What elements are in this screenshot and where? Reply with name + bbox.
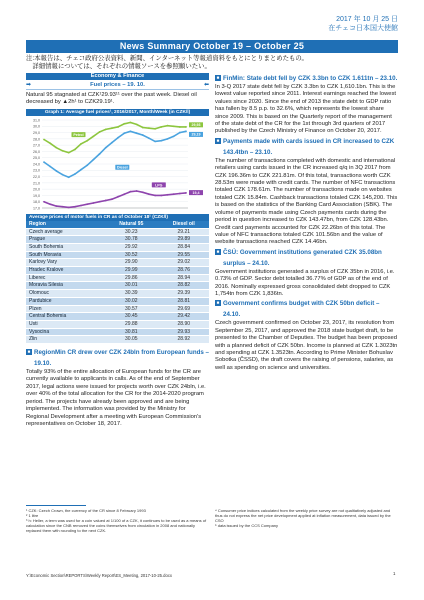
diesel-cell: 29.55 [159, 251, 209, 259]
data-point [105, 128, 107, 130]
data-point [148, 127, 150, 129]
section-marker-icon: ■ [216, 300, 220, 306]
data-point [117, 137, 119, 139]
data-point [99, 131, 101, 133]
table-row [26, 313, 209, 321]
table-row [26, 320, 209, 328]
data-point [43, 201, 45, 203]
data-point [154, 194, 156, 196]
diesel-cell: 29.02 [159, 259, 209, 267]
data-point [92, 159, 94, 161]
data-point [167, 194, 169, 196]
data-point [99, 201, 101, 203]
data-point [179, 126, 181, 128]
diesel-cell: 28.82 [159, 282, 209, 290]
diesel-cell: 28.94 [159, 274, 209, 282]
left-column [26, 73, 209, 428]
region-cell: Hradec Kralove [26, 267, 104, 275]
natural95-cell: 29.88 [104, 320, 158, 328]
embassy-name: 在チェコ日本国大使館 [328, 25, 398, 32]
data-point [92, 202, 94, 204]
natural95-cell: 29.86 [104, 274, 158, 282]
diesel-cell: 28.76 [159, 267, 209, 275]
table-row [26, 297, 209, 305]
natural95-cell: 29.99 [104, 267, 158, 275]
diesel-cell: 29.93 [159, 328, 209, 336]
data-point [105, 199, 107, 201]
data-point [111, 142, 113, 144]
region-cell: South Moravia [26, 251, 104, 259]
y-tick-label: 17,0 [33, 206, 40, 211]
data-point [136, 123, 138, 125]
series-line [44, 191, 186, 207]
y-tick-label: 28,0 [33, 137, 40, 142]
region-cell: Karlovy Vary [26, 259, 104, 267]
diesel-cell: 29.42 [159, 313, 209, 321]
data-point [55, 147, 57, 149]
fuel-price-chart [26, 116, 209, 214]
table-row [26, 336, 209, 344]
data-point [62, 150, 64, 152]
news-title: Payments made with cards issued in CR increased to CZK 143.4tbn – 23.10. [223, 137, 395, 156]
data-point [160, 194, 162, 196]
section-marker-icon: ■ [216, 75, 220, 80]
y-tick-label: 29,0 [33, 130, 40, 135]
fuel-price-table [26, 221, 209, 344]
news-text: Government institutions generated a surplus of CZK 35bn in 2016, i.e. 0.73% of GDP. Sector debt totalled 36.77% of GDP as of the end of 2016. Nominally expressed gross consolidated debt dropped to CZK 1,754tn from CZK 1,836tn. [215, 268, 395, 297]
data-point [136, 190, 138, 192]
series-label: Petrol [73, 132, 84, 137]
diesel-cell: 29.69 [159, 305, 209, 313]
data-point [74, 148, 76, 150]
price-table-title: Average prices of motor fuels in CR as of October 18¹ (CZK/l) [26, 214, 209, 221]
diesel-cell: 28.90 [159, 320, 209, 328]
diesel-cell: 29.89 [159, 236, 209, 244]
news-title: FinMin: State debt fell by CZK 3.3bn to CZK 1.611tn – 23.10. [223, 75, 398, 82]
header-date-block [328, 15, 398, 33]
series-line [44, 122, 186, 152]
end-value-label: 29,93 [191, 122, 201, 127]
data-point [68, 152, 70, 154]
regionmin-title: RegionMin CR drew over CZK 24bln from European funds – 19.10. [34, 349, 209, 368]
data-point [86, 203, 88, 205]
data-point [49, 142, 51, 144]
table-row [26, 267, 209, 275]
region-cell: Liberec [26, 274, 104, 282]
table-row [26, 282, 209, 290]
data-point [55, 170, 57, 172]
arrow-left-icon: ⬅ [203, 82, 209, 88]
table-row [26, 228, 209, 236]
data-point [173, 193, 175, 195]
table-row [26, 305, 209, 313]
end-value-label: 29,19 [191, 132, 201, 137]
footnote-1: ¹ CZK: Czech Crown, the currency of the CR since 8 February 1993 [26, 508, 146, 513]
region-cell: South Bohemia [26, 243, 104, 251]
intro-note [26, 55, 398, 71]
data-point [130, 121, 132, 123]
fuel-prices-text: Natural 95 stagnated at CZK¹29.93¹¹ over the past week. Diesel oil decreased by ▲2h¹ to CZK29.19¹. [26, 92, 197, 106]
fuel-prices-title: Fuel prices – 19. 10. [90, 81, 145, 88]
economy-finance-bar: Economy & Finance [26, 73, 209, 80]
data-point [142, 191, 144, 193]
region-cell: Usti [26, 320, 104, 328]
intro-line-1: 注:本報告は、チェコ政府公表資料、新聞、インターネット等報道資料をもとにとりまとめたもの。 [26, 55, 308, 62]
diesel-cell: 29.21 [159, 228, 209, 236]
y-tick-label: 21,0 [33, 181, 40, 186]
data-point [142, 134, 144, 136]
data-point [185, 192, 187, 194]
news-heading [215, 73, 398, 84]
fuel-chart-title: Graph 1: Average fuel prices¹, 2016/2017, Month/Week (in CZK/l) [26, 109, 209, 116]
data-point [123, 123, 125, 125]
data-point [160, 126, 162, 128]
news-heading [215, 247, 398, 269]
news-text: Czech government confirmed on October 23, 2017, its resolution from September 25, 2017, and approved the 2018 state budget draft, to be presented to the Chamber of Deputies. The budget has been proposed with a planned deficit of CZK 50bn. Income is planned at CZK 1.3023tn and spending at CZK 1.3523tn. According to Prime Minister Bohuslav Sobotka (ČSSD), the draft covers the raising of pensions, salaries, as well as spending on science and universities. [215, 320, 398, 371]
data-point [123, 193, 125, 195]
data-point [136, 132, 138, 134]
data-point [123, 132, 125, 134]
data-point [74, 206, 76, 208]
y-tick-label: 18,0 [33, 199, 40, 204]
table-row [26, 236, 209, 244]
data-point [142, 126, 144, 128]
data-point [43, 161, 45, 163]
end-value-label: 19,4 [192, 190, 200, 195]
data-point [74, 173, 76, 175]
data-point [49, 165, 51, 167]
footnotes-left [26, 508, 209, 533]
region-cell: Czech average [26, 228, 104, 236]
table-row [26, 290, 209, 298]
intro-line-2: 詳細情報については、それぞれの情報ソースを参照願いたい。 [26, 63, 211, 70]
data-point [86, 164, 88, 166]
data-point [92, 135, 94, 137]
region-cell: Vysocina [26, 328, 104, 336]
footnote-divider [26, 505, 86, 506]
fuel-prices-heading [26, 80, 209, 90]
data-point [55, 205, 57, 207]
data-point [154, 140, 156, 142]
footnote-5: ⁵ data issued by the CCS Company [215, 523, 279, 528]
table-header-diesel: Diesel oil [159, 221, 209, 228]
data-point [117, 196, 119, 198]
data-point [148, 137, 150, 139]
news-title: Government confirms budget with CZK 50bn deficit – 24.10. [223, 300, 380, 319]
data-point [86, 140, 88, 142]
data-point [154, 128, 156, 130]
news-text: The number of transactions completed with domestic and international retailers using cards issued in the CR increased q/q in 3Q 2017 from CZK 196.36m to CZK 221.81m. Of this total, transactions worth CZK 28.53m were made with credit cards. The number of NFC transactions totaled CZK 178.61m. The number of transactions made on websites totaled CZK 15.84m. Cashback transactions totaled CZK 145,200. This is based on the statistics of the Banking Card Association (SBK). The volume of payments made using Czech payments cards during the period in question increased to CZK 143.47bn, from CZK 128.43bn. Credit card payments accounted for CZK 22.26bn of this total. The value of NFC transactions totaled CZK 101.56bn and the value of website transactions reached CZK 14.46bn. [215, 157, 398, 246]
data-point [167, 125, 169, 127]
table-row [26, 251, 209, 259]
data-point [117, 126, 119, 128]
data-point [49, 203, 51, 205]
region-cell: Central Bohemia [26, 313, 104, 321]
news-title: ČSÚ: Government institutions generated CZK 35.08bn surplus – 24.10. [223, 248, 382, 267]
region-cell: Pardubice [26, 297, 104, 305]
data-point [173, 135, 175, 137]
data-point [80, 169, 82, 171]
natural95-cell: 29.90 [104, 259, 158, 267]
y-tick-label: 27,0 [33, 143, 40, 148]
right-column [215, 73, 398, 372]
natural95-cell: 30.39 [104, 290, 158, 298]
series-label: Diesel [117, 165, 128, 170]
data-point [62, 206, 64, 208]
table-header-region: Region [26, 221, 104, 228]
news-text: In 3-Q 2017 state debt fell by CZK 3.3bn to CZK 1,610.1bn. This is the lowest value reported since 2011. Interest earnings reached the lowest values since 2020. Since the end of 2013 the state debt to GDP ratio has fallen by 8.5 p.p. to 32.6%, which represents the lowest share since 2009. This is based on the Quarterly report of the management of the state debt of the CR for the 1st through 3rd quarters of 2017 published by the Czech Ministry of Finance on October 20, 2017. [215, 84, 396, 135]
y-tick-label: 25,0 [33, 155, 40, 160]
natural95-cell: 29.92 [104, 243, 158, 251]
natural95-cell: 30.45 [104, 313, 158, 321]
y-tick-label: 24,0 [33, 162, 40, 167]
natural95-cell: 30.01 [104, 282, 158, 290]
section-marker-icon: ■ [216, 248, 220, 254]
natural95-cell: 30.52 [104, 251, 158, 259]
data-point [111, 198, 113, 200]
arrow-icon: ➡ [26, 82, 32, 88]
table-row [26, 243, 209, 251]
footnote-4: ⁴ Consumer price indices calculated from the weekly price survey are not qualitatively adjusted and thus do not express the net price development applied at inflation measurement, data issued by the CSO [215, 508, 391, 523]
y-tick-label: 19,0 [33, 193, 40, 198]
series-label: LPG [155, 183, 163, 188]
table-row [26, 274, 209, 282]
y-tick-label: 23,0 [33, 168, 40, 173]
y-tick-label: 31,0 [33, 118, 40, 123]
page-number: 1 [393, 571, 396, 576]
data-point [43, 138, 45, 140]
data-point [185, 130, 187, 132]
region-cell: Olomouc [26, 290, 104, 298]
region-cell: Prague [26, 236, 104, 244]
data-point [62, 174, 64, 176]
data-point [179, 192, 181, 194]
y-tick-label: 20,0 [33, 187, 40, 192]
diesel-cell: 29.39 [159, 290, 209, 298]
data-point [111, 127, 113, 129]
data-point [130, 191, 132, 193]
regionmin-heading [26, 347, 209, 369]
y-tick-label: 26,0 [33, 149, 40, 154]
section-marker-icon: ■ [27, 349, 31, 355]
table-row [26, 328, 209, 336]
data-point [179, 131, 181, 133]
data-point [148, 193, 150, 195]
document-path: Y:\Economic Section\REPORTS\Weekly Report\ES_Meeting, 2017-10-25.docx [26, 573, 173, 578]
news-summary-banner: News Summary October 19 – October 25 [26, 40, 398, 53]
table-header-row [26, 221, 209, 228]
regionmin-text: Totally 93% of the entire allocation of European funds for the CR are currently available to applicants in calls. As of the end of September 2017, legal actions were issued for projects worth over CZK 24bln, i.e. over 40% of the total allocation for the CR for the 2014-2020 program period. The projects have already been approved and are being implemented. The information was provided by the Ministry for Regional Development after a meeting with European Commission's representatives on October 18, 2017. [26, 369, 206, 427]
region-cell: Plzen [26, 305, 104, 313]
region-cell: Zlin [26, 336, 104, 344]
data-point [167, 138, 169, 140]
y-tick-label: 30,0 [33, 124, 40, 129]
table-row [26, 259, 209, 267]
footnote-2: ² 1 litre [26, 513, 39, 518]
natural95-cell: 30.05 [104, 336, 158, 344]
natural95-cell: 30.81 [104, 328, 158, 336]
footnote-3: ³ h: Heller, a term was used for a coin valued at 1/100 of a CZK, it continues to be used as a means of calculation since the CNB removed the coins themselves from circulation in 2008 and nationally replaced them with rounding to the next CZK. [26, 518, 207, 533]
table-header-natural: Natural 95 [104, 221, 158, 228]
diesel-cell: 28.84 [159, 243, 209, 251]
report-date: 2017 年 10 月 25 日 [336, 16, 398, 23]
data-point [99, 153, 101, 155]
data-point [80, 204, 82, 206]
fuel-chart-svg [26, 116, 209, 214]
data-point [68, 176, 70, 178]
data-point [160, 140, 162, 142]
natural95-cell: 30.57 [104, 305, 158, 313]
natural95-cell: 30.02 [104, 297, 158, 305]
data-point [185, 126, 187, 128]
natural95-cell: 30.23 [104, 228, 158, 236]
footnotes-right [215, 508, 398, 528]
news-heading [215, 136, 398, 158]
diesel-cell: 28.81 [159, 297, 209, 305]
data-point [105, 147, 107, 149]
section-marker-icon: ■ [216, 137, 220, 143]
y-tick-label: 22,0 [33, 174, 40, 179]
diesel-cell: 28.92 [159, 336, 209, 344]
region-cell: Moravia Silesia [26, 282, 104, 290]
data-point [80, 143, 82, 145]
data-point [173, 125, 175, 127]
news-heading [215, 298, 398, 320]
data-point [130, 130, 132, 132]
data-point [68, 206, 70, 208]
natural95-cell: 30.78 [104, 236, 158, 244]
